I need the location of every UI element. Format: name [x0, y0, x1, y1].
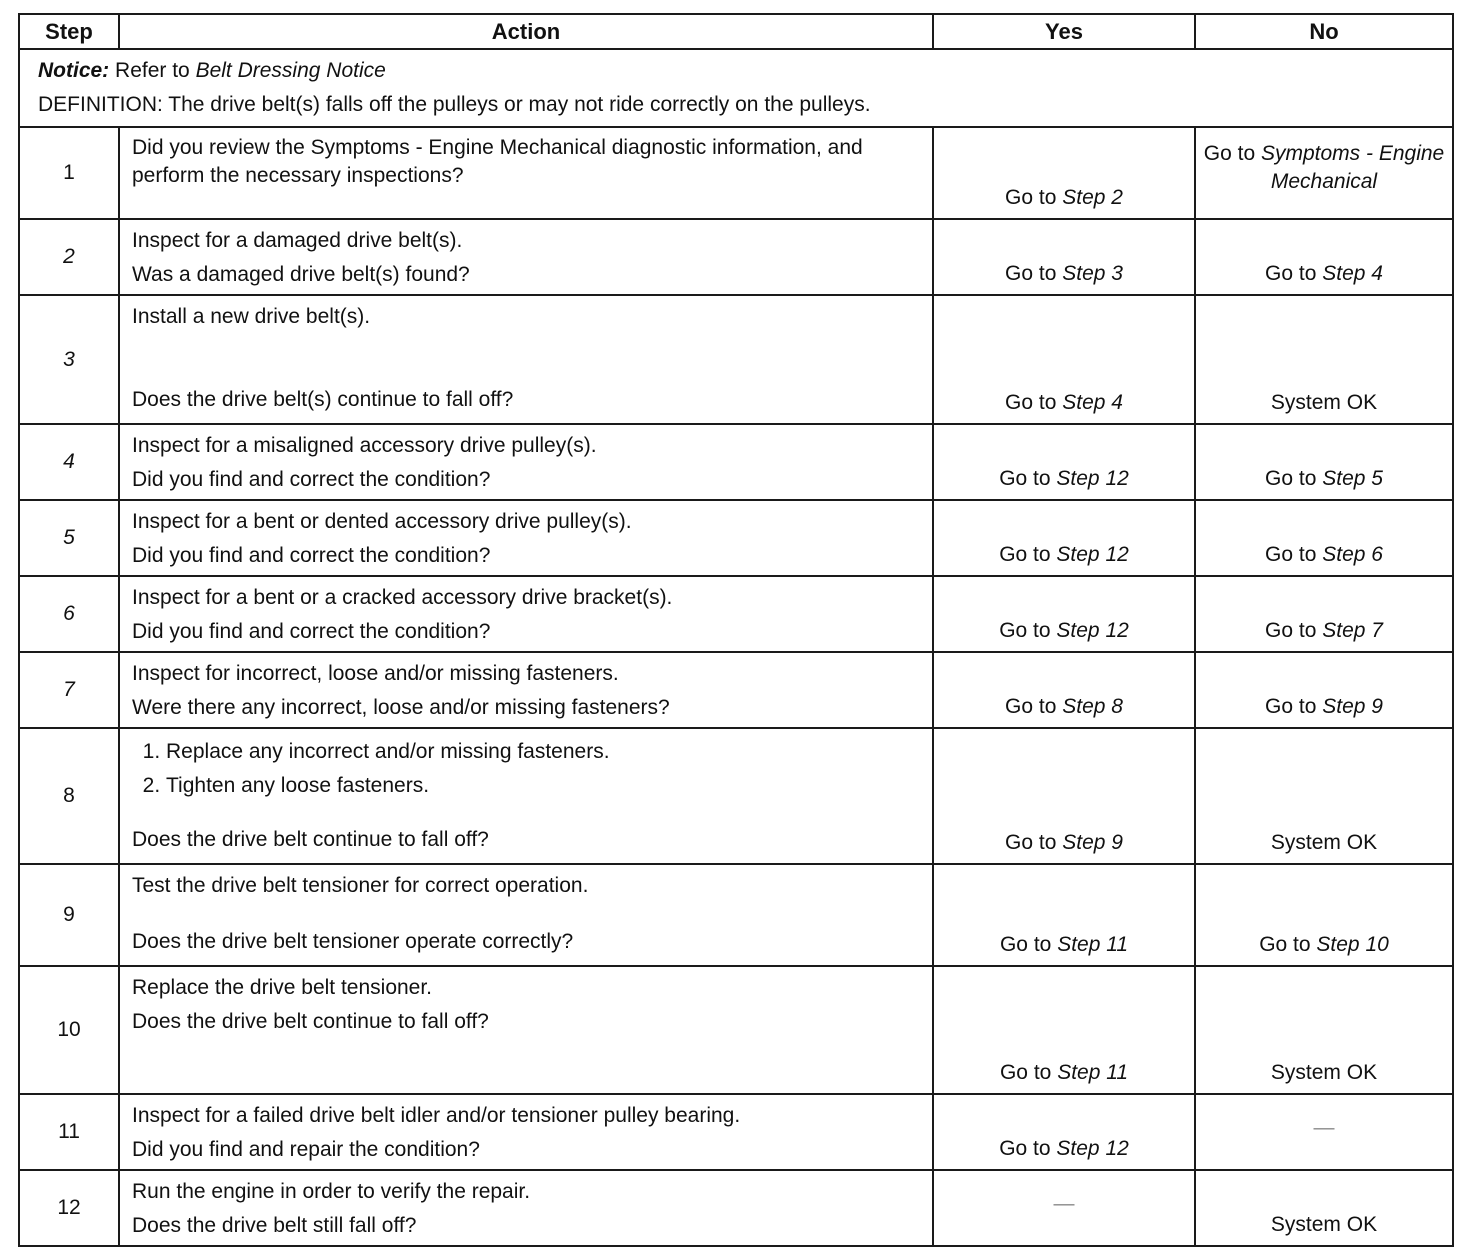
table-row: [19, 1170, 1453, 1246]
action-text: Inspect for a bent or dented accessory drive pulley(s).: [132, 510, 632, 533]
go-to-label: Go to: [1265, 467, 1317, 490]
action-text: Did you review the Symptoms - Engine Mechanical diagnostic information, and perform the necessary inspections?: [132, 136, 863, 187]
action-cell: [119, 864, 933, 966]
action-cell: [119, 652, 933, 728]
yes-cell: [933, 219, 1195, 295]
yes-cell: [933, 295, 1195, 424]
go-to-label: Go to: [999, 933, 1052, 956]
notice-text: Refer to: [115, 59, 190, 82]
step-number: 7: [19, 652, 119, 728]
action-question: Does the drive belt continue to fall off?: [132, 1010, 489, 1033]
yes-step-ref: Step 8: [1062, 695, 1123, 718]
yes-step-ref: Step 11: [1057, 933, 1129, 956]
no-cell: System OK: [1195, 1170, 1453, 1246]
table-row: [19, 966, 1453, 1094]
go-to-label: Go to: [1005, 695, 1057, 718]
step-number: 3: [19, 295, 119, 424]
yes-cell: [933, 500, 1195, 576]
action-question: Does the drive belt still fall off?: [132, 1214, 417, 1237]
yes-cell: [933, 864, 1195, 966]
table-row: [19, 576, 1453, 652]
list-item: 2. Tighten any loose fasteners.: [166, 769, 922, 803]
action-question: Did you find and correct the condition?: [132, 468, 491, 491]
no-cell: [1195, 127, 1453, 219]
yes-cell: —: [933, 1170, 1195, 1246]
step-number: 2: [19, 219, 119, 295]
yes-cell: [933, 728, 1195, 864]
definition-text: DEFINITION: The drive belt(s) falls off the pulleys or may not ride correctly on the pulleys.: [38, 93, 871, 116]
header-yes: Yes: [933, 14, 1195, 49]
no-cell: System OK: [1195, 295, 1453, 424]
action-question: Does the drive belt tensioner operate correctly?: [132, 930, 574, 953]
step-number: 4: [19, 424, 119, 500]
table-row: [19, 295, 1453, 424]
diagnostic-table: [18, 13, 1454, 1247]
notice-label: Notice:: [38, 59, 110, 82]
action-cell: [119, 424, 933, 500]
action-text: Inspect for a damaged drive belt(s).: [132, 229, 463, 252]
table-row: [19, 1094, 1453, 1170]
step-number: 8: [19, 728, 119, 864]
go-to-label: Go to: [999, 1061, 1052, 1084]
yes-step-ref: Step 2: [1062, 186, 1123, 209]
table-row: [19, 864, 1453, 966]
go-to-label: Go to: [999, 543, 1051, 566]
action-cell: [119, 576, 933, 652]
action-text: Install a new drive belt(s).: [132, 305, 371, 328]
no-cell: [1195, 500, 1453, 576]
no-cell: System OK: [1195, 966, 1453, 1094]
go-to-label: Go to: [999, 619, 1051, 642]
action-question: Does the drive belt(s) continue to fall off?: [132, 388, 514, 411]
notice-ref: Belt Dressing Notice: [195, 59, 386, 82]
header-step: Step: [19, 14, 119, 49]
notice-cell: [19, 49, 1453, 127]
no-cell: [1195, 864, 1453, 966]
no-cell: [1195, 219, 1453, 295]
yes-cell: [933, 1094, 1195, 1170]
table-row: [19, 127, 1453, 219]
no-cell: [1195, 424, 1453, 500]
header-row: [19, 14, 1453, 49]
go-to-label: Go to: [1203, 142, 1256, 165]
notice-line: [38, 54, 1452, 88]
action-question: Did you find and repair the condition?: [132, 1138, 480, 1161]
action-question: Does the drive belt continue to fall off?: [132, 828, 489, 851]
no-ref: Symptoms - Engine Mechanical: [1260, 142, 1445, 193]
no-step-ref: Step 7: [1322, 619, 1383, 642]
action-text: Run the engine in order to verify the repair.: [132, 1180, 531, 1203]
no-cell: —: [1195, 1094, 1453, 1170]
go-to-label: Go to: [1259, 933, 1311, 956]
yes-step-ref: Step 12: [1056, 543, 1129, 566]
yes-step-ref: Step 12: [1056, 619, 1129, 642]
table-row: [19, 728, 1453, 864]
go-to-label: Go to: [1265, 262, 1317, 285]
header-action: Action: [119, 14, 933, 49]
yes-cell: [933, 652, 1195, 728]
step-number: 1: [19, 127, 119, 219]
action-text: Test the drive belt tensioner for correct operation.: [132, 874, 589, 897]
action-text: Inspect for incorrect, loose and/or missing fasteners.: [132, 662, 619, 685]
no-cell: System OK: [1195, 728, 1453, 864]
yes-cell: [933, 966, 1195, 1094]
yes-step-ref: Step 3: [1062, 262, 1123, 285]
action-text: Inspect for a failed drive belt idler and/or tensioner pulley bearing.: [132, 1104, 741, 1127]
action-cell: [119, 966, 933, 1094]
table-row: [19, 219, 1453, 295]
action-cell: [119, 728, 933, 864]
action-cell: [119, 500, 933, 576]
action-text: Inspect for a bent or a cracked accessory drive bracket(s).: [132, 586, 673, 609]
yes-step-ref: Step 11: [1057, 1061, 1129, 1084]
action-cell: [119, 1170, 933, 1246]
action-cell: [119, 127, 933, 219]
go-to-label: Go to: [999, 1137, 1051, 1160]
step-number: 12: [19, 1170, 119, 1246]
yes-cell: [933, 424, 1195, 500]
go-to-label: Go to: [1265, 619, 1317, 642]
step-number: 11: [19, 1094, 119, 1170]
go-to-label: Go to: [1265, 543, 1317, 566]
go-to-label: Go to: [1265, 695, 1317, 718]
no-step-ref: Step 5: [1322, 467, 1383, 490]
table-row: [19, 500, 1453, 576]
notice-row: [19, 49, 1453, 127]
yes-cell: [933, 127, 1195, 219]
no-step-ref: Step 4: [1322, 262, 1383, 285]
yes-cell: [933, 576, 1195, 652]
action-cell: [119, 295, 933, 424]
yes-step-ref: Step 4: [1062, 391, 1123, 414]
step-number: 10: [19, 966, 119, 1094]
yes-step-ref: Step 12: [1056, 1137, 1129, 1160]
yes-step-ref: Step 9: [1062, 831, 1123, 854]
action-question: Were there any incorrect, loose and/or missing fasteners?: [132, 696, 670, 719]
no-step-ref: Step 9: [1322, 695, 1383, 718]
action-question: Did you find and correct the condition?: [132, 544, 491, 567]
action-question: Did you find and correct the condition?: [132, 620, 491, 643]
no-cell: [1195, 576, 1453, 652]
go-to-label: Go to: [999, 467, 1051, 490]
action-text: Replace the drive belt tensioner.: [132, 976, 433, 999]
go-to-label: Go to: [1005, 186, 1057, 209]
no-step-ref: Step 6: [1322, 543, 1383, 566]
step-number: 6: [19, 576, 119, 652]
step-number: 5: [19, 500, 119, 576]
no-step-ref: Step 10: [1316, 933, 1389, 956]
yes-step-ref: Step 12: [1056, 467, 1129, 490]
go-to-label: Go to: [1005, 262, 1057, 285]
action-cell: [119, 219, 933, 295]
header-no: No: [1195, 14, 1453, 49]
step-number: 9: [19, 864, 119, 966]
list-item: 1. Replace any incorrect and/or missing fasteners.: [166, 735, 922, 769]
table-row: [19, 424, 1453, 500]
go-to-label: Go to: [1005, 831, 1057, 854]
action-cell: [119, 1094, 933, 1170]
go-to-label: Go to: [1005, 391, 1057, 414]
action-list: [132, 735, 922, 803]
action-question: Was a damaged drive belt(s) found?: [132, 263, 470, 286]
table-row: [19, 652, 1453, 728]
action-text: Inspect for a misaligned accessory drive pulley(s).: [132, 434, 597, 457]
no-cell: [1195, 652, 1453, 728]
